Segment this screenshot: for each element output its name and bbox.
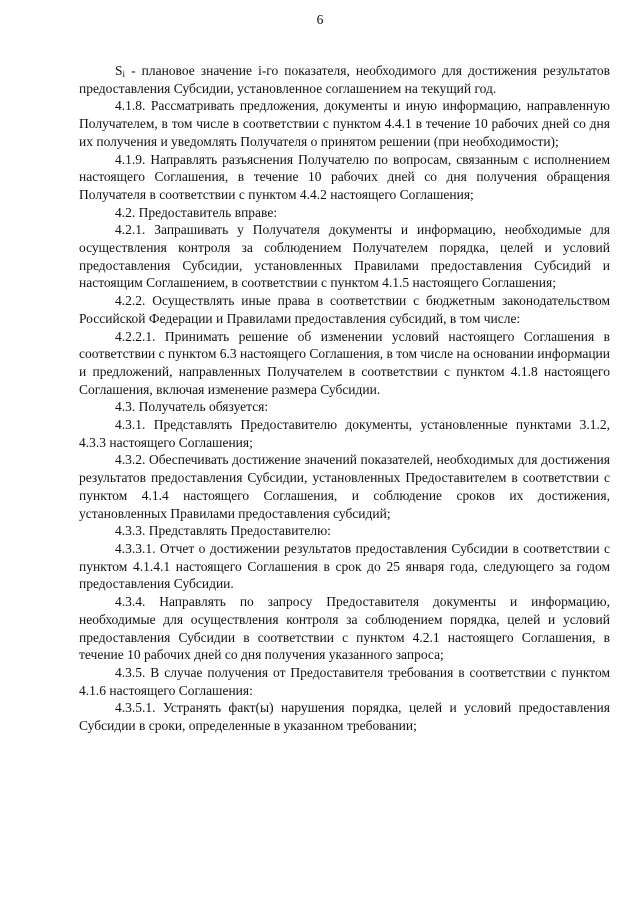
- paragraph-4-1-8: 4.1.8. Рассматривать предложения, документы и иную информацию, направленную Получателем, в том числе в соответствии с пунктом 4.4.1 в течение 10 рабочих дней со дня их получения и уведомлять Получателя о принятом решении (при необходимости);: [79, 98, 610, 149]
- formula-symbol: S: [115, 63, 123, 78]
- document-body: [79, 62, 610, 735]
- paragraph-4-3-3-1: 4.3.3.1. Отчет о достижении результатов предоставления Субсидии в соответствии с пунктом 4.1.4.1 настоящего Соглашения в срок до 25 января года, следующего за годом предоставления Субсидии.: [79, 540, 610, 592]
- page-number: 6: [316, 12, 324, 27]
- paragraph-text: - плановое значение i-го показателя, необходимого для достижения результатов предоставления Субсидии, установленное соглашением на текущий год.: [79, 63, 610, 96]
- paragraph-4-2: 4.2. Предоставитель вправе:: [115, 204, 278, 220]
- paragraph-4-3-3: 4.3.3. Представлять Предоставителю:: [115, 523, 331, 539]
- paragraph-4-1-9: 4.1.9. Направлять разъяснения Получателю по вопросам, связанным с исполнением настоящего Соглашения, в течение 10 рабочих дней со дня получения обращения Получателя в соответствии с пунктом 4.4.2 настоящего Соглашения;: [79, 151, 610, 202]
- formula-subscript: i: [122, 69, 126, 79]
- paragraph-4-3-4: 4.3.4. Направлять по запросу Предоставителя документы и информацию, необходимые для осуществления контроля за соблюдением порядка, целей и условий предоставления Субсидии в соответствии с пунктом 4.2.1 настоящего Соглашения, в течение 10 рабочих дней со дня получения указанного запроса;: [79, 594, 610, 663]
- paragraph-4-3: 4.3. Получатель обязуется:: [115, 399, 269, 415]
- paragraph-4-2-1: 4.2.1. Запрашивать у Получателя документы и информацию, необходимые для осуществления контроля за соблюдением Получателем порядка, целей и условий предоставления Субсидии, установленных Правилами предоставления Субсидий и настоящим Соглашением, в соответствии с пунктом 4.1.5 настоящего Соглашения;: [79, 222, 610, 291]
- paragraph-si-definition: [79, 62, 610, 97]
- paragraph-4-3-5: 4.3.5. В случае получения от Предоставителя требования в соответствии с пунктом 4.1.6 настоящего Соглашения:: [79, 664, 610, 698]
- paragraph-4-2-2-1: 4.2.2.1. Принимать решение об изменении условий настоящего Соглашения в соответствии с пунктом 6.3 настоящего Соглашения, в том числе на основании информации и предложений, направленных Получателем в соответствии с пунктом 4.1.8 настоящего Соглашения, включая изменение размера Субсидии.: [79, 328, 610, 397]
- paragraph-4-2-2: 4.2.2. Осуществлять иные права в соответствии с бюджетным законодательством Российской Федерации и Правилами предоставления субсидий, в том числе:: [79, 293, 610, 326]
- paragraph-4-3-5-1: 4.3.5.1. Устранять факт(ы) нарушения порядка, целей и условий предоставления Субсидии в сроки, определенные в указанном требовании;: [79, 700, 610, 734]
- paragraph-4-3-1: 4.3.1. Представлять Предоставителю документы, установленные пунктами 3.1.2, 4.3.3 настоящего Соглашения;: [79, 417, 610, 450]
- paragraph-4-3-2: 4.3.2. Обеспечивать достижение значений показателей, необходимых для достижения результатов предоставления Субсидии, установленных Предоставителем в соответствии с пунктом 4.1.4 настоящего Соглашения, и соблюдение сроков их достижения, установленных Правилами предоставления субсидий;: [79, 452, 610, 521]
